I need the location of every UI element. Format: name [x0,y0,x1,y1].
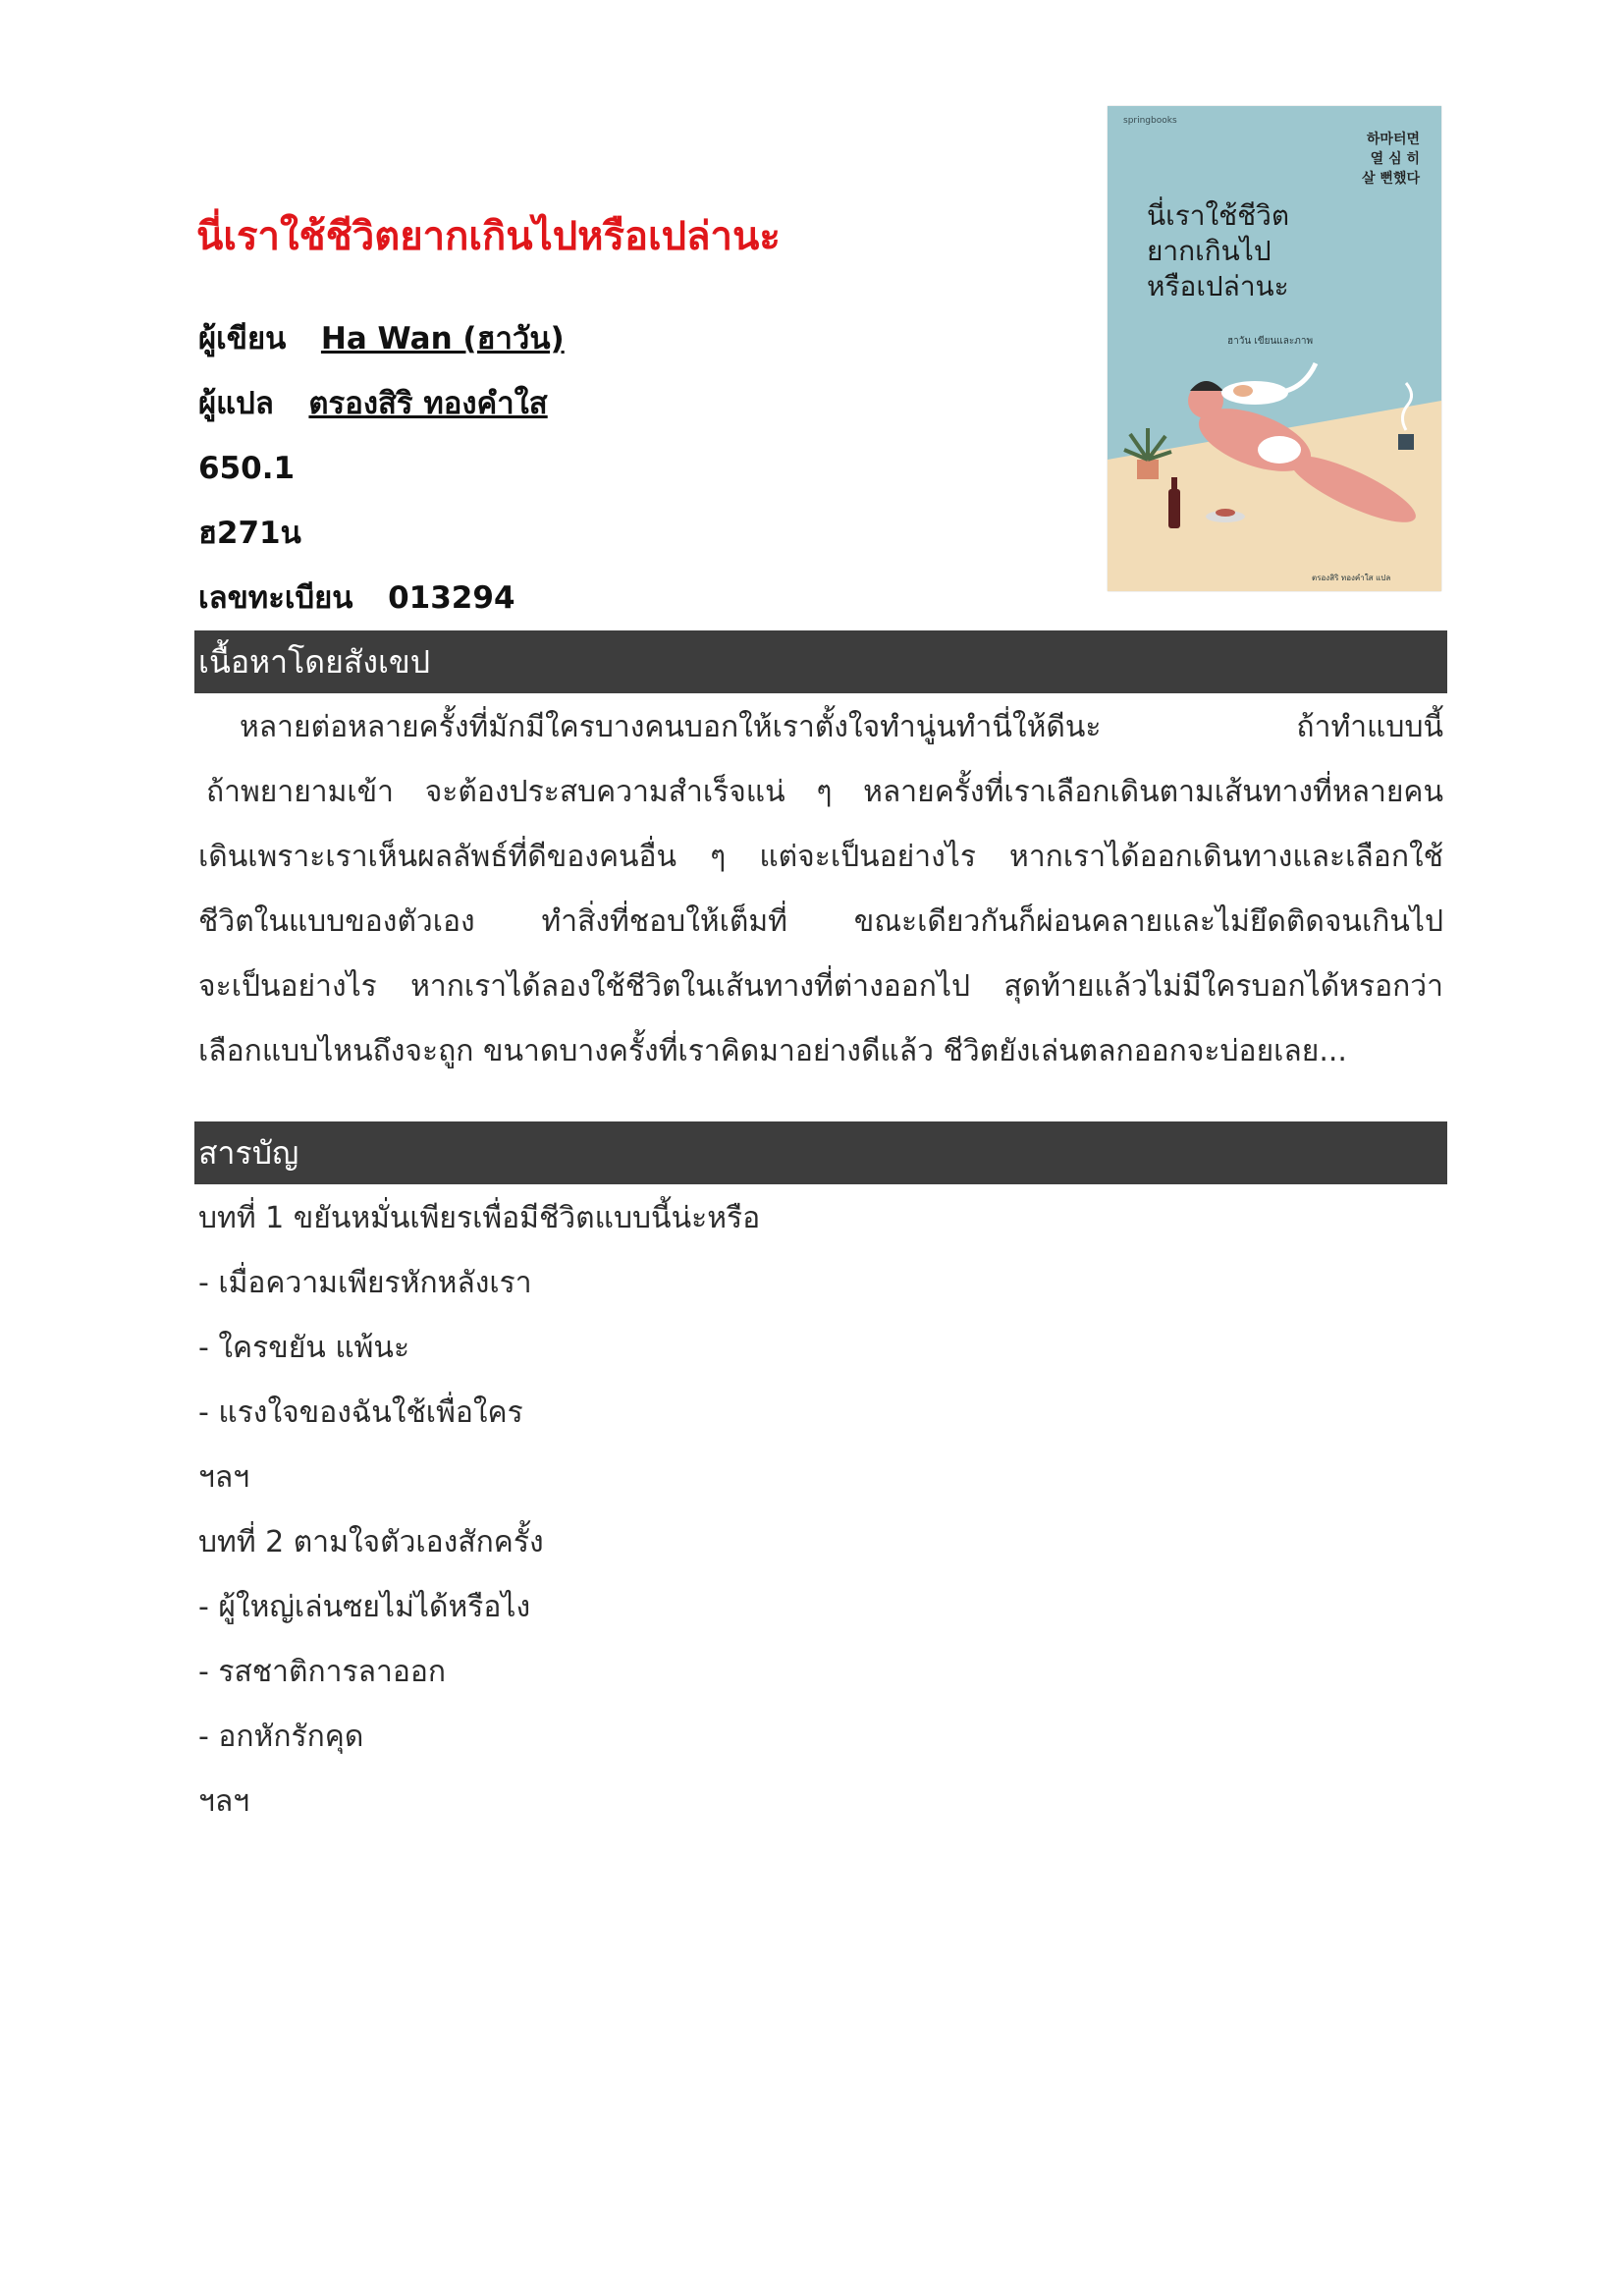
summary-body [198,695,1443,1084]
toc-heading: สารบัญ [194,1121,1447,1184]
summary-line: จะเป็นอย่างไร หากเราได้ลองใช้ชีวิตในเส้นทางที่ต่างออกไป สุดท้ายแล้วไม่มีใครบอกได้หรอกว่า [198,969,1443,1004]
book-title: นี่เราใช้ชีวิตยากเกินไปหรือเปล่านะ [196,214,781,259]
class-number: 650.1 [198,451,296,486]
toc-item: - แรงใจของฉันใช้เพื่อใคร [198,1395,523,1430]
cover-korean-line: 하마터면 [1366,132,1420,147]
author-link[interactable]: Ha Wan (ฮาวัน) [320,321,565,356]
toc-item: - ใครขยัน แพ้นะ [198,1331,410,1365]
cover-korean-line: 열 심 히 [1370,151,1420,167]
call-number: ฮ271น [198,516,301,551]
summary-heading: เนื้อหาโดยสังเขป [194,630,1447,693]
toc-etc: ฯลฯ [198,1784,250,1819]
summary-line: ถ้าพยายามเข้า จะต้องประสบความสำเร็จแน่ ๆ หลายครั้งที่เราเลือกเดินตามเส้นทางที่หลายคน [206,775,1443,809]
translator-label: ผู้แปล [198,386,274,421]
translator-row [198,371,1082,436]
cover-author: ฮาวัน เขียนและภาพ [1227,336,1314,347]
translator-link[interactable]: ตรองสิริ ทองคำใส [308,386,548,421]
cover-title-line: หรือเปล่านะ [1147,270,1289,302]
author-label: ผู้เขียน [198,321,287,356]
table-of-contents [198,1186,1377,1834]
summary-line: เดินเพราะเราเห็นผลลัพธ์ที่ดีของคนอื่น ๆ แต่จะเป็นอย่างไร หากเราได้ออกเดินทางและเลือกใช้ [198,840,1443,874]
registration-row [198,566,1082,630]
summary-line: หลายต่อหลายครั้งที่มักมีใครบางคนบอกให้เราตั้งใจทำนู่นทำนี่ให้ดีนะ ถ้าทำแบบนี้ [240,710,1443,744]
registration-label: เลขทะเบียน [198,580,353,616]
registration-number: 013294 [388,580,515,616]
summary-line: ชีวิตในแบบของตัวเอง ทำสิ่งที่ชอบให้เต็มที่ ขณะเดียวกันก็ผ่อนคลายและไม่ยึดติดจนเกินไป [198,904,1443,939]
toc-chapter: บทที่ 1 ขยันหมั่นเพียรเพื่อมีชีวิตแบบนี้น่ะหรือ [198,1201,761,1235]
toc-item: - อกหักรักคุด [198,1720,364,1754]
summary-line: เลือกแบบไหนถึงจะถูก ขนาดบางครั้งที่เราคิดมาอย่างดีแล้ว ชีวิตยังเล่นตลกออกจะบ่อยเลย... [198,1034,1347,1068]
book-cover-image [1108,106,1441,591]
toc-chapter: บทที่ 2 ตามใจตัวเองสักครั้ง [198,1525,544,1559]
cover-title-line: ยากเกินไป [1147,235,1272,267]
cover-publisher: springbooks [1123,116,1177,126]
cover-title-line: นี่เราใช้ชีวิต [1147,199,1290,232]
bibliographic-info [198,306,1082,630]
author-row [198,306,1082,371]
toc-item: - รสชาติการลาออก [198,1655,447,1689]
toc-item: - ผู้ใหญ่เล่นซยไม่ได้หรือไง [198,1590,531,1624]
toc-etc: ฯลฯ [198,1460,250,1495]
cover-translator: ตรองสิริ ทองคำใส แปล [1312,574,1391,582]
toc-item: - เมื่อความเพียรหักหลังเรา [198,1266,532,1300]
cover-title [1147,198,1402,304]
cover-korean-line: 살 뻔했다 [1362,171,1420,187]
cover-korean-title [1331,130,1420,189]
